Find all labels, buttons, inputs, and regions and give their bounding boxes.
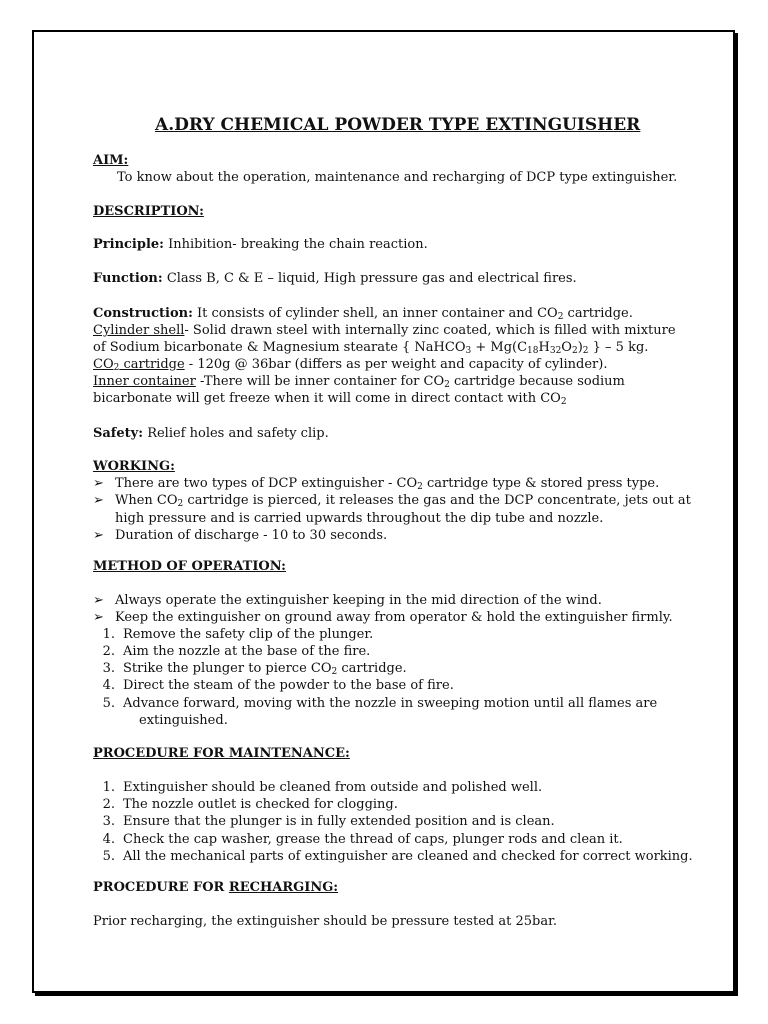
method-step-1 — [93, 626, 373, 643]
safety-line — [93, 425, 329, 442]
method-step-5-text: Advance forward, moving with the nozzle in sweeping motion until all flames are — [123, 696, 658, 711]
cylinder-text-1: - Solid drawn steel with internally zinc coated, which is filled with mixture — [184, 323, 676, 338]
working-item-2a: When CO — [115, 493, 178, 508]
co2-label-end: cartridge — [119, 357, 185, 372]
working-item-1a: There are two types of DCP extinguisher - CO — [115, 476, 418, 491]
cylinder-line-2 — [93, 339, 648, 356]
subscript: 2 — [177, 499, 184, 509]
method-step-5-cont: extinguished. — [139, 713, 228, 728]
construction-text: It consists of cylinder shell, an inner container and CO — [197, 306, 558, 321]
subscript: 2 — [557, 312, 564, 322]
step-number: 4. — [102, 678, 115, 693]
step-number: 1. — [102, 627, 115, 642]
maintenance-heading: PROCEDURE FOR MAINTENANCE: — [93, 746, 350, 761]
method-bullet-1 — [93, 592, 602, 609]
maintenance-step-1-text: Extinguisher should be cleaned from outside and polished well. — [123, 780, 543, 795]
recharging-heading-a: PROCEDURE FOR — [93, 880, 225, 895]
working-item-3-text: Duration of discharge - 10 to 30 seconds. — [115, 528, 388, 543]
working-item-1b: cartridge type & stored press type. — [422, 476, 660, 491]
safety-label: Safety: — [93, 426, 144, 441]
working-item-1 — [93, 475, 659, 492]
recharging-heading — [93, 879, 338, 896]
principle-line — [93, 236, 428, 253]
construction-line — [93, 305, 633, 322]
inner-container-line-2 — [93, 390, 567, 407]
subscript: 2 — [560, 397, 567, 407]
subscript: 2 — [417, 482, 423, 492]
cylinder-text-2e: ) — [577, 340, 583, 355]
step-number: 3. — [102, 814, 115, 829]
inner-container-line-1 — [93, 373, 625, 390]
arrow-bullet-icon: ➢ — [93, 476, 104, 491]
step-number: 1. — [102, 780, 115, 795]
construction-text-end: cartridge. — [563, 306, 633, 321]
working-item-2 — [93, 492, 691, 509]
method-step-3 — [93, 660, 407, 677]
maintenance-step-5-text: All the mechanical parts of extinguisher are cleaned and checked for correct working. — [123, 849, 693, 864]
step-number: 2. — [102, 644, 115, 659]
working-heading: WORKING: — [93, 459, 175, 474]
working-item-2c: high pressure and is carried upwards throughout the dip tube and nozzle. — [115, 511, 604, 526]
cylinder-text-2c: H — [538, 340, 550, 355]
step-number: 2. — [102, 797, 115, 812]
co2-text: - 120g @ 36bar (differs as per weight and capacity of cylinder). — [184, 357, 608, 372]
maintenance-step-4-text: Check the cap washer, grease the thread of caps, plunger rods and clean it. — [123, 832, 623, 847]
method-step-3-text: Strike the plunger to pierce CO — [123, 661, 332, 676]
cylinder-text-2a: of Sodium bicarbonate & Magnesium stearate { NaHCO — [93, 340, 466, 355]
subscript: 2 — [571, 346, 578, 356]
arrow-bullet-icon: ➢ — [93, 528, 104, 543]
page-title: A.DRY CHEMICAL POWDER TYPE EXTINGUISHER — [155, 115, 641, 135]
step-number: 3. — [102, 661, 115, 676]
construction-label: Construction: — [93, 306, 193, 321]
subscript: 2 — [113, 363, 120, 373]
aim-heading: AIM: — [93, 153, 129, 168]
subscript: 2 — [444, 380, 450, 390]
step-number: 5. — [102, 696, 115, 711]
recharging-heading-b: RECHARGING: — [228, 880, 339, 895]
safety-text: Relief holes and safety clip. — [147, 426, 329, 441]
method-step-5 — [93, 695, 657, 712]
method-bullet-2 — [93, 609, 673, 626]
method-step-4-text: Direct the steam of the powder to the base of fire. — [123, 678, 454, 693]
maintenance-step-3-text: Ensure that the plunger is in fully extended position and is clean. — [123, 814, 555, 829]
method-step-1-text: Remove the safety clip of the plunger. — [123, 627, 374, 642]
function-label: Function: — [93, 271, 163, 286]
step-number: 5. — [102, 849, 115, 864]
method-heading: METHOD OF OPERATION: — [93, 559, 286, 574]
maintenance-step-3 — [93, 813, 555, 830]
maintenance-step-2 — [93, 796, 398, 813]
recharging-text: Prior recharging, the extinguisher should be pressure tested at 25bar. — [93, 914, 557, 929]
function-text: Class B, C & E – liquid, High pressure gas and electrical fires. — [166, 271, 577, 286]
principle-label: Principle: — [93, 237, 164, 252]
method-step-3-end: cartridge. — [337, 661, 407, 676]
maintenance-step-2-text: The nozzle outlet is checked for clogging. — [123, 797, 398, 812]
description-heading: DESCRIPTION: — [93, 204, 204, 219]
principle-text: Inhibition- breaking the chain reaction. — [168, 237, 428, 252]
subscript: 2 — [582, 346, 589, 356]
co2-cartridge-line — [93, 356, 607, 373]
inner-container-label: Inner container — [93, 374, 196, 389]
working-item-2b: cartridge is pierced, it releases the gas and the DCP concentrate, jets out at — [183, 493, 691, 508]
arrow-bullet-icon: ➢ — [93, 593, 104, 608]
cylinder-text-2b: + Mg(C — [471, 340, 528, 355]
cylinder-line-1 — [93, 322, 676, 339]
cylinder-text-2d: O — [561, 340, 572, 355]
subscript: 18 — [527, 346, 539, 356]
subscript: 3 — [465, 346, 472, 356]
function-line — [93, 270, 577, 287]
co2-cartridge-label — [93, 357, 185, 372]
method-step-4 — [93, 677, 454, 694]
subscript: 32 — [549, 346, 562, 356]
method-step-2 — [93, 643, 370, 660]
maintenance-step-4 — [93, 831, 623, 848]
working-item-3 — [93, 527, 387, 544]
maintenance-step-1 — [93, 779, 542, 796]
inner-text-1: -There will be inner container for CO — [195, 374, 445, 389]
method-bullet-2-text: Keep the extinguisher on ground away from operator & hold the extinguisher firmly. — [115, 610, 673, 625]
method-bullet-1-text: Always operate the extinguisher keeping in the mid direction of the wind. — [115, 593, 602, 608]
arrow-bullet-icon: ➢ — [93, 493, 104, 508]
cylinder-text-2f: } – 5 kg. — [588, 340, 649, 355]
maintenance-step-5 — [93, 848, 693, 865]
aim-text: To know about the operation, maintenance and recharging of DCP type extinguisher. — [117, 170, 678, 185]
cylinder-label: Cylinder shell — [93, 323, 185, 338]
step-number: 4. — [102, 832, 115, 847]
inner-text-2: bicarbonate will get freeze when it will come in direct contact with CO — [93, 391, 561, 406]
method-step-2-text: Aim the nozzle at the base of the fire. — [123, 644, 371, 659]
subscript: 2 — [331, 667, 338, 677]
arrow-bullet-icon: ➢ — [93, 610, 104, 625]
co2-label: CO — [93, 357, 114, 372]
inner-text-1b: cartridge because sodium — [449, 374, 625, 389]
